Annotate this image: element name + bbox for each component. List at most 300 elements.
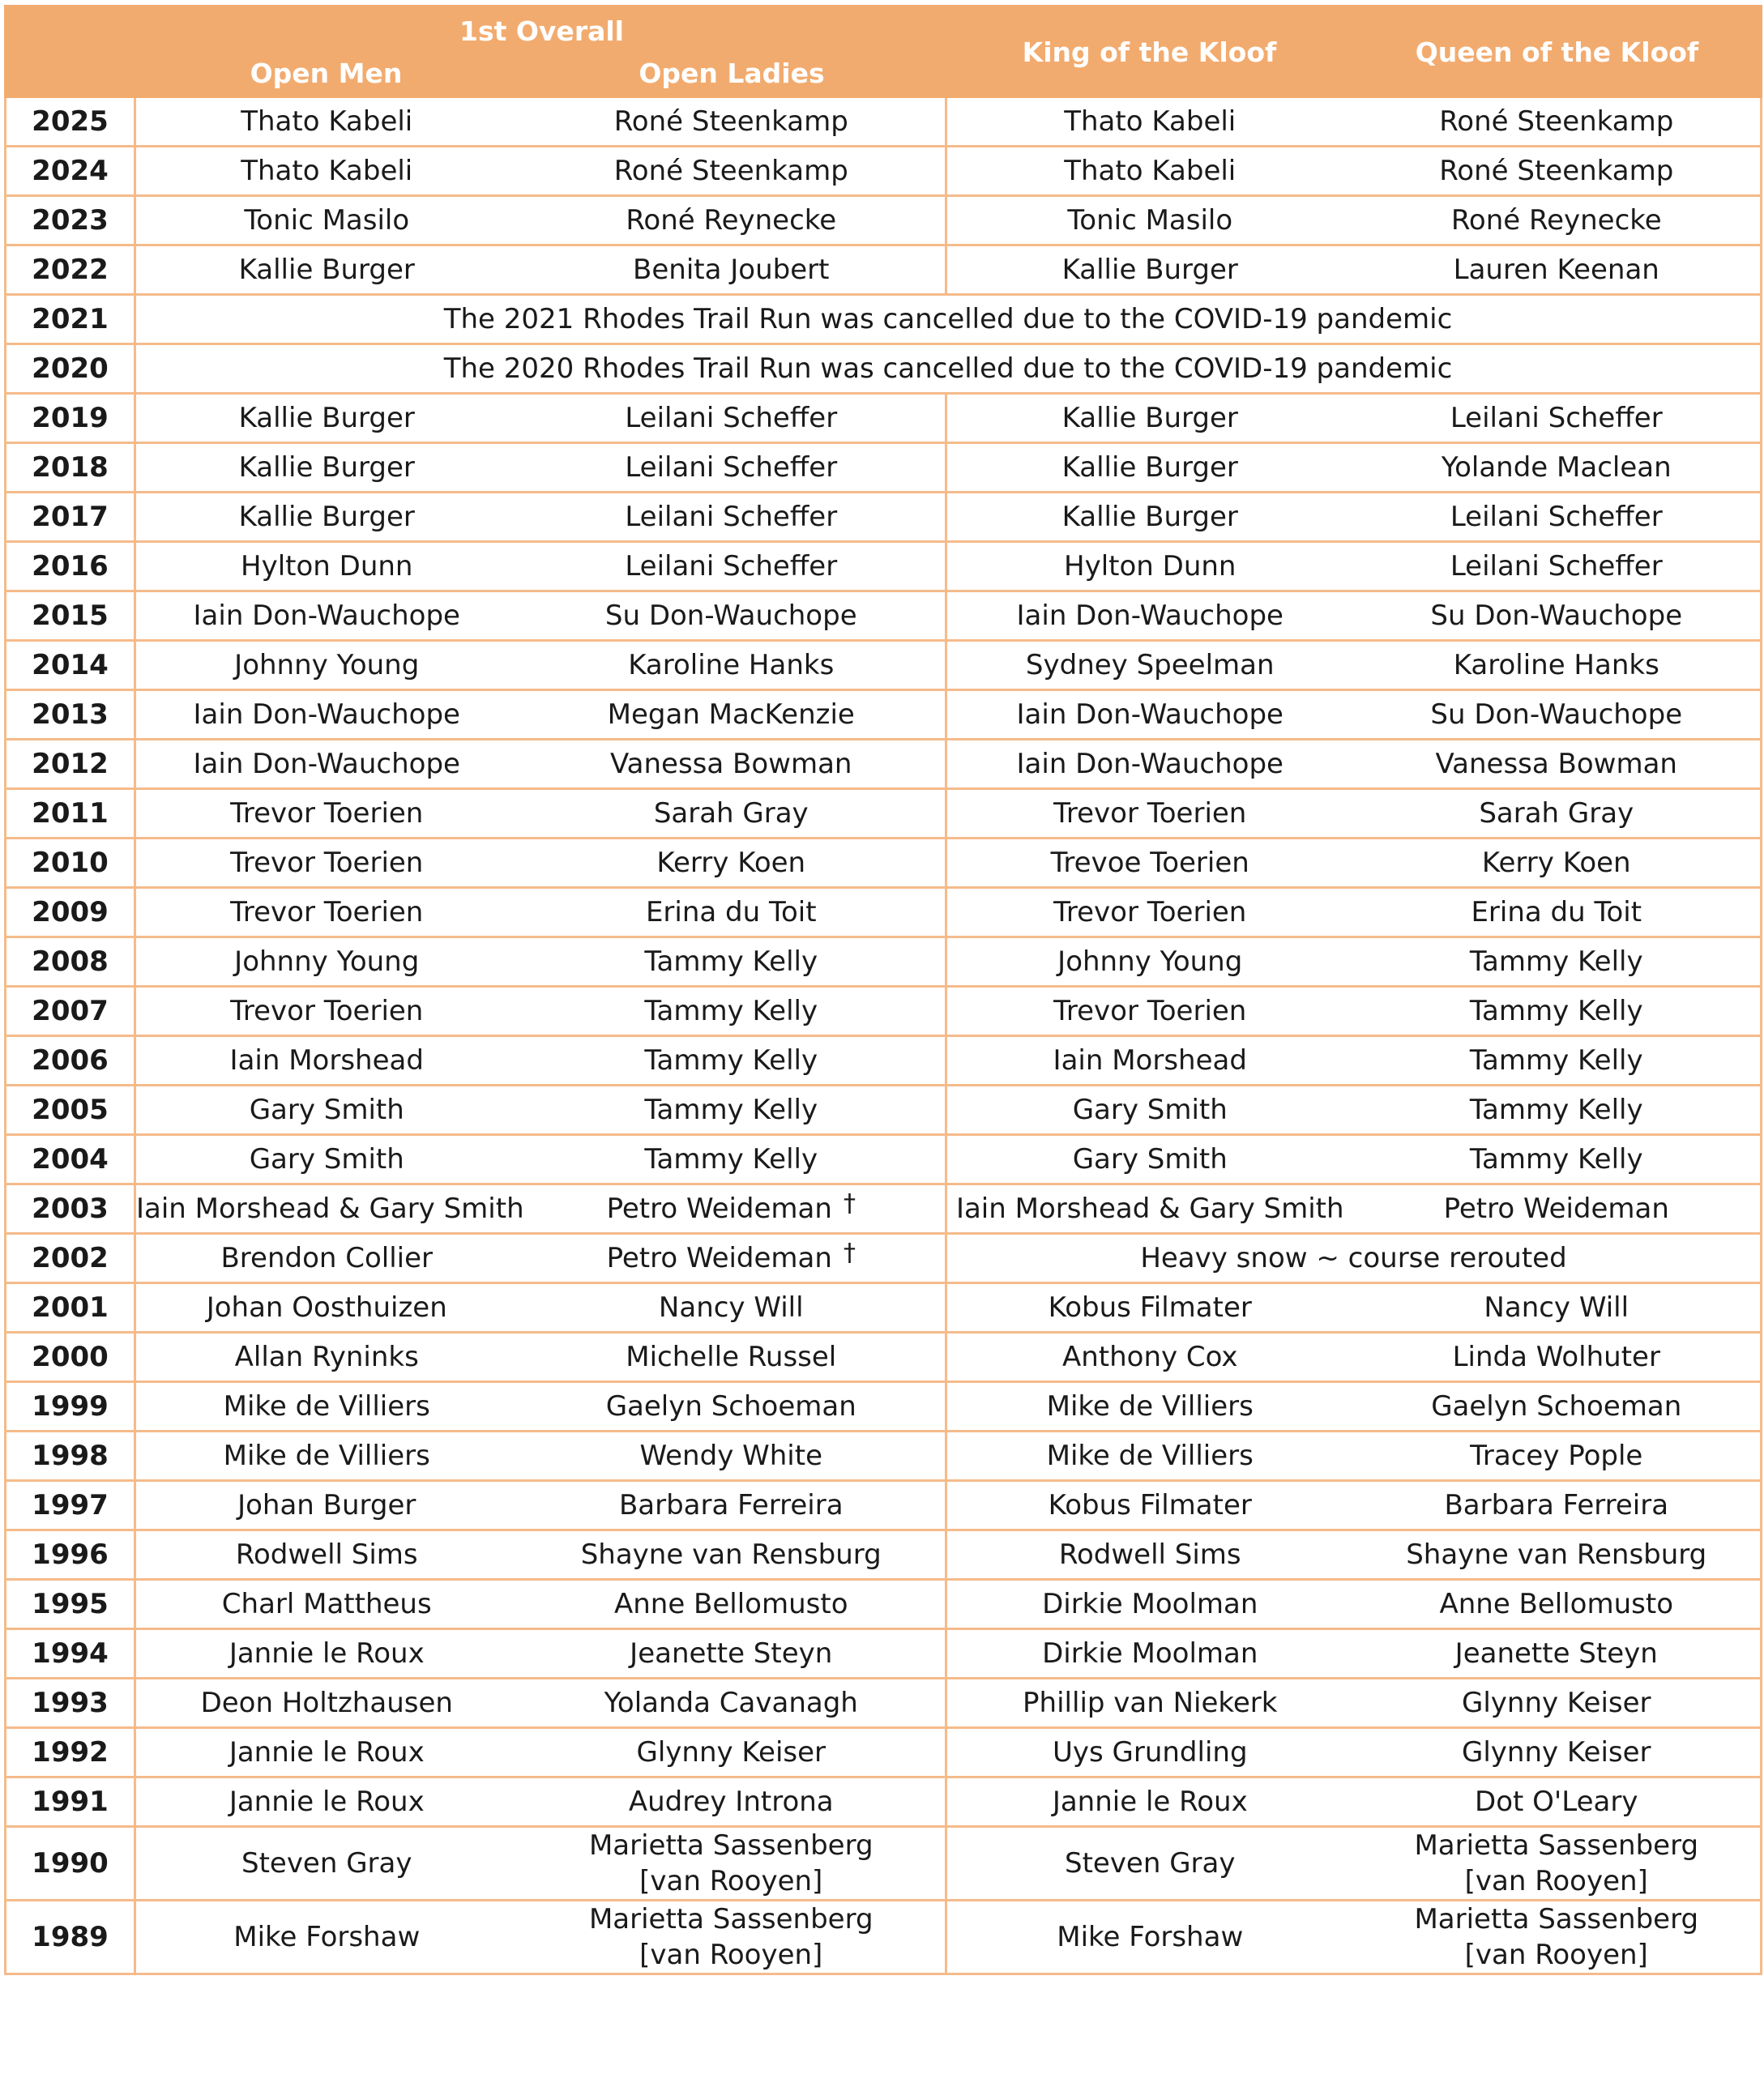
open-ladies-cell (518, 690, 946, 740)
open-ladies-name: Roné Steenkamp (613, 105, 848, 138)
year-cell: 2012 (6, 740, 135, 789)
queen-name-line2: [van Rooyen] (1464, 1939, 1648, 1971)
table-row (6, 1580, 1762, 1629)
open-ladies-cell (518, 1234, 946, 1283)
queen-cell (1353, 1135, 1762, 1184)
table-row (6, 1184, 1762, 1234)
king-cell: Tonic Masilo (946, 196, 1353, 245)
open-ladies-name: Audrey Introna (628, 1786, 834, 1818)
table-row (6, 1827, 1762, 1901)
king-cell: Kallie Burger (946, 443, 1353, 493)
dagger-mark: † (843, 1189, 856, 1218)
queen-name: Marietta Sassenberg (1414, 1903, 1699, 1935)
table-row (6, 1530, 1762, 1580)
table-row (6, 690, 1762, 740)
open-men-cell: Allan Ryninks (135, 1333, 518, 1382)
queen-name: Dot O'Leary (1475, 1786, 1638, 1818)
open-ladies-name: Marietta Sassenberg (588, 1829, 873, 1862)
queen-cell (1353, 1580, 1762, 1629)
open-ladies-cell (518, 394, 946, 443)
queen-name: Lauren Keenan (1453, 254, 1659, 286)
table-row (6, 937, 1762, 987)
year-cell: 1994 (6, 1629, 135, 1679)
king-cell: Trevor Toerien (946, 888, 1353, 937)
open-ladies-name: Tammy Kelly (644, 1094, 818, 1126)
open-men-cell: Trevor Toerien (135, 839, 518, 888)
queen-name: Tammy Kelly (1469, 945, 1643, 978)
queen-cell (1353, 888, 1762, 937)
open-ladies-cell (518, 542, 946, 591)
open-men-cell: Steven Gray (135, 1827, 518, 1901)
open-men-cell: Trevor Toerien (135, 987, 518, 1036)
open-ladies-cell (518, 493, 946, 542)
queen-name: Karoline Hanks (1453, 649, 1659, 681)
queen-cell (1353, 690, 1762, 740)
open-ladies-cell (518, 1827, 946, 1901)
king-cell: Dirkie Moolman (946, 1580, 1353, 1629)
open-ladies-name: Marietta Sassenberg (588, 1903, 873, 1935)
open-ladies-name: Jeanette Steyn (630, 1637, 833, 1670)
queen-name: Vanessa Bowman (1435, 748, 1677, 780)
queen-cell (1353, 1086, 1762, 1135)
queen-cell (1353, 443, 1762, 493)
open-ladies-cell (518, 245, 946, 295)
year-cell: 2018 (6, 443, 135, 493)
open-men-cell: Trevor Toerien (135, 789, 518, 839)
king-cell: Mike de Villiers (946, 1432, 1353, 1481)
queen-cell (1353, 1827, 1762, 1901)
open-men-cell: Thato Kabeli (135, 97, 518, 147)
king-cell: Thato Kabeli (946, 97, 1353, 147)
year-cell: 1993 (6, 1679, 135, 1728)
open-ladies-cell (518, 1283, 946, 1333)
open-men-cell: Brendon Collier (135, 1234, 518, 1283)
year-cell: 2007 (6, 987, 135, 1036)
open-ladies-cell (518, 1333, 946, 1382)
queen-cell (1353, 1283, 1762, 1333)
open-men-cell: Gary Smith (135, 1086, 518, 1135)
open-ladies-cell (518, 1530, 946, 1580)
year-cell: 1995 (6, 1580, 135, 1629)
open-ladies-name: Leilani Scheffer (625, 451, 838, 484)
open-ladies-name: Gaelyn Schoeman (605, 1390, 856, 1423)
year-cell: 1992 (6, 1728, 135, 1777)
open-ladies-name: Kerry Koen (656, 847, 806, 879)
year-cell: 1990 (6, 1827, 135, 1901)
queen-name: Su Don-Wauchope (1430, 600, 1683, 632)
king-cell: Phillip van Niekerk (946, 1679, 1353, 1728)
open-men-cell: Jannie le Roux (135, 1728, 518, 1777)
open-ladies-cell (518, 888, 946, 937)
header-open-men-label: Open Men (250, 58, 403, 89)
queen-name: Yolande Maclean (1441, 451, 1672, 484)
open-men-cell: Kallie Burger (135, 493, 518, 542)
king-cell: Sydney Speelman (946, 641, 1353, 690)
table-row (6, 1283, 1762, 1333)
table-row (6, 1481, 1762, 1530)
king-cell: Kallie Burger (946, 245, 1353, 295)
header-1st-overall-label: 1st Overall (459, 15, 624, 47)
table-row (6, 1086, 1762, 1135)
queen-name: Gaelyn Schoeman (1431, 1390, 1682, 1423)
open-ladies-name: Sarah Gray (653, 797, 809, 830)
table-row (6, 1234, 1762, 1283)
open-men-cell: Iain Morshead & Gary Smith (135, 1184, 518, 1234)
king-cell: Kobus Filmater (946, 1283, 1353, 1333)
king-cell: Jannie le Roux (946, 1777, 1353, 1827)
table-row (6, 641, 1762, 690)
year-cell: 2022 (6, 245, 135, 295)
open-men-cell: Kallie Burger (135, 394, 518, 443)
year-cell: 2006 (6, 1036, 135, 1086)
year-cell: 1997 (6, 1481, 135, 1530)
queen-name: Leilani Scheffer (1450, 550, 1663, 583)
open-ladies-name: Anne Bellomusto (613, 1588, 848, 1620)
king-cell: Mike Forshaw (946, 1901, 1353, 1974)
table-row (6, 493, 1762, 542)
header-row (6, 6, 1762, 97)
open-men-cell: Hylton Dunn (135, 542, 518, 591)
open-ladies-name-line2: [van Rooyen] (639, 1939, 823, 1971)
open-ladies-name: Tammy Kelly (644, 1044, 818, 1077)
queen-name: Sarah Gray (1479, 797, 1634, 830)
year-cell: 2016 (6, 542, 135, 591)
king-cell: Johnny Young (946, 937, 1353, 987)
table-row (6, 295, 1762, 344)
open-ladies-name: Roné Reynecke (626, 204, 837, 237)
open-ladies-name: Karoline Hanks (628, 649, 835, 681)
queen-name: Petro Weideman (1443, 1193, 1669, 1225)
open-ladies-name: Su Don-Wauchope (604, 600, 857, 632)
queen-cell (1353, 1901, 1762, 1974)
year-cell: 1998 (6, 1432, 135, 1481)
queen-cell (1353, 97, 1762, 147)
header-king (946, 6, 1353, 97)
year-cell: 2021 (6, 295, 135, 344)
queen-cell (1353, 1629, 1762, 1679)
open-men-cell: Johan Burger (135, 1481, 518, 1530)
queen-cell (1353, 1432, 1762, 1481)
open-ladies-cell (518, 147, 946, 196)
queen-cell (1353, 641, 1762, 690)
queen-name: Roné Reynecke (1450, 204, 1662, 237)
queen-cell (1353, 1679, 1762, 1728)
year-cell: 2005 (6, 1086, 135, 1135)
table-row (6, 1728, 1762, 1777)
table-row (6, 888, 1762, 937)
queen-cell (1353, 591, 1762, 641)
king-cell: Kallie Burger (946, 394, 1353, 443)
open-ladies-cell (518, 937, 946, 987)
table-row (6, 1432, 1762, 1481)
open-ladies-name: Tammy Kelly (644, 995, 818, 1027)
year-cell: 1996 (6, 1530, 135, 1580)
queen-cell (1353, 147, 1762, 196)
queen-name: Su Don-Wauchope (1430, 698, 1683, 731)
year-cell: 2009 (6, 888, 135, 937)
table-row (6, 542, 1762, 591)
open-men-cell: Iain Don-Wauchope (135, 690, 518, 740)
queen-name: Barbara Ferreira (1444, 1489, 1669, 1521)
queen-name: Shayne van Rensburg (1406, 1538, 1707, 1571)
results-sheet (4, 5, 1760, 2054)
queen-cell (1353, 1382, 1762, 1432)
open-men-cell: Iain Morshead (135, 1036, 518, 1086)
king-cell: Gary Smith (946, 1135, 1353, 1184)
open-ladies-cell (518, 789, 946, 839)
open-ladies-cell (518, 1184, 946, 1234)
queen-name: Tammy Kelly (1469, 1094, 1643, 1126)
queen-name: Nancy Will (1484, 1291, 1629, 1324)
open-ladies-cell (518, 1481, 946, 1530)
open-ladies-name: Erina du Toit (645, 896, 817, 928)
queen-name: Anne Bellomusto (1439, 1588, 1674, 1620)
open-ladies-cell (518, 443, 946, 493)
table-row (6, 443, 1762, 493)
open-ladies-cell (518, 641, 946, 690)
queen-cell (1353, 245, 1762, 295)
open-ladies-cell (518, 1728, 946, 1777)
open-ladies-name: Leilani Scheffer (625, 550, 838, 583)
dagger-mark: † (843, 1239, 856, 1267)
header-year (6, 6, 135, 97)
header-open-ladies-label: Open Ladies (639, 58, 825, 89)
open-ladies-name: Leilani Scheffer (625, 402, 838, 434)
open-ladies-name: Leilani Scheffer (625, 501, 838, 533)
open-ladies-cell (518, 987, 946, 1036)
open-men-cell: Charl Mattheus (135, 1580, 518, 1629)
queen-cell (1353, 1777, 1762, 1827)
open-ladies-name: Tammy Kelly (644, 945, 818, 978)
king-cell: Rodwell Sims (946, 1530, 1353, 1580)
year-cell: 2004 (6, 1135, 135, 1184)
table-row (6, 839, 1762, 888)
queen-name: Kerry Koen (1481, 847, 1631, 879)
header-open-ladies (459, 6, 946, 97)
queen-cell (1353, 1481, 1762, 1530)
year-cell: 2025 (6, 97, 135, 147)
table-row (6, 987, 1762, 1036)
open-men-cell: Iain Don-Wauchope (135, 740, 518, 789)
table-row (6, 740, 1762, 789)
king-cell: Steven Gray (946, 1827, 1353, 1901)
queen-cell (1353, 1728, 1762, 1777)
queen-name: Jeanette Steyn (1454, 1637, 1658, 1670)
open-ladies-name: Nancy Will (658, 1291, 804, 1324)
table-row (6, 245, 1762, 295)
year-cell: 2024 (6, 147, 135, 196)
king-cell: Mike de Villiers (946, 1382, 1353, 1432)
king-cell: Iain Morshead & Gary Smith (946, 1184, 1353, 1234)
year-cell: 2000 (6, 1333, 135, 1382)
open-men-cell: Johan Oosthuizen (135, 1283, 518, 1333)
king-cell: Dirkie Moolman (946, 1629, 1353, 1679)
year-cell: 2020 (6, 344, 135, 394)
king-cell: Kallie Burger (946, 493, 1353, 542)
year-cell: 2014 (6, 641, 135, 690)
year-cell: 2003 (6, 1184, 135, 1234)
queen-cell (1353, 493, 1762, 542)
open-ladies-cell (518, 1679, 946, 1728)
queen-name: Marietta Sassenberg (1414, 1829, 1699, 1862)
year-cell: 2017 (6, 493, 135, 542)
open-ladies-name: Petro Weideman (606, 1242, 832, 1274)
open-men-cell: Trevor Toerien (135, 888, 518, 937)
table-row (6, 344, 1762, 394)
open-men-cell: Jannie le Roux (135, 1629, 518, 1679)
queen-cell (1353, 937, 1762, 987)
year-cell: 2023 (6, 196, 135, 245)
open-ladies-name: Wendy White (639, 1440, 822, 1472)
open-ladies-cell (518, 1382, 946, 1432)
king-cell: Iain Don-Wauchope (946, 690, 1353, 740)
king-cell: Trevor Toerien (946, 789, 1353, 839)
queen-name: Erina du Toit (1471, 896, 1642, 928)
open-men-cell: Gary Smith (135, 1135, 518, 1184)
results-body (6, 97, 1762, 1974)
king-cell: Thato Kabeli (946, 147, 1353, 196)
king-cell: Hylton Dunn (946, 542, 1353, 591)
open-ladies-cell (518, 1135, 946, 1184)
header-queen (1353, 6, 1762, 97)
queen-cell (1353, 1333, 1762, 1382)
open-men-cell: Johnny Young (135, 937, 518, 987)
open-ladies-cell (518, 1086, 946, 1135)
open-ladies-name: Shayne van Rensburg (580, 1538, 882, 1571)
year-cell: 2010 (6, 839, 135, 888)
year-cell: 2019 (6, 394, 135, 443)
king-cell: Uys Grundling (946, 1728, 1353, 1777)
table-row (6, 1629, 1762, 1679)
header-king-label: King of the Kloof (1022, 36, 1277, 68)
queen-name: Linda Wolhuter (1452, 1341, 1660, 1373)
open-men-cell: Rodwell Sims (135, 1530, 518, 1580)
open-ladies-name: Barbara Ferreira (618, 1489, 844, 1521)
king-cell: Iain Don-Wauchope (946, 740, 1353, 789)
year-cell: 2015 (6, 591, 135, 641)
open-ladies-cell (518, 1901, 946, 1974)
table-row (6, 147, 1762, 196)
table-row (6, 1036, 1762, 1086)
open-ladies-cell (518, 839, 946, 888)
open-men-cell: Deon Holtzhausen (135, 1679, 518, 1728)
open-men-cell: Iain Don-Wauchope (135, 591, 518, 641)
open-ladies-name-line2: [van Rooyen] (639, 1865, 823, 1897)
open-ladies-name: Michelle Russel (626, 1341, 837, 1373)
open-ladies-cell (518, 1036, 946, 1086)
queen-cell (1353, 542, 1762, 591)
year-cell: 2008 (6, 937, 135, 987)
king-cell: Kobus Filmater (946, 1481, 1353, 1530)
queen-name: Leilani Scheffer (1450, 402, 1663, 434)
king-queen-note: Heavy snow ~ course rerouted (946, 1234, 1762, 1283)
open-men-cell: Thato Kabeli (135, 147, 518, 196)
queen-name: Tammy Kelly (1469, 1044, 1643, 1077)
open-ladies-cell (518, 591, 946, 641)
open-ladies-cell (518, 1777, 946, 1827)
open-ladies-name: Megan MacKenzie (607, 698, 855, 731)
open-ladies-cell (518, 1580, 946, 1629)
open-ladies-name: Tammy Kelly (644, 1143, 818, 1176)
table-row (6, 196, 1762, 245)
year-cell: 2013 (6, 690, 135, 740)
open-men-cell: Jannie le Roux (135, 1777, 518, 1827)
king-cell: Iain Don-Wauchope (946, 591, 1353, 641)
table-row (6, 1901, 1762, 1974)
open-ladies-cell (518, 1432, 946, 1481)
queen-cell (1353, 1184, 1762, 1234)
year-cell: 2011 (6, 789, 135, 839)
queen-name: Tracey Pople (1470, 1440, 1643, 1472)
year-cell: 1991 (6, 1777, 135, 1827)
year-cell: 2002 (6, 1234, 135, 1283)
open-ladies-cell (518, 740, 946, 789)
king-cell: Iain Morshead (946, 1036, 1353, 1086)
open-men-cell: Tonic Masilo (135, 196, 518, 245)
queen-cell (1353, 987, 1762, 1036)
cancellation-note: The 2021 Rhodes Trail Run was cancelled due to the COVID-19 pandemic (135, 295, 1762, 344)
king-cell: Trevor Toerien (946, 987, 1353, 1036)
year-cell: 1989 (6, 1901, 135, 1974)
table-row (6, 1135, 1762, 1184)
open-men-cell: Mike de Villiers (135, 1432, 518, 1481)
table-row (6, 591, 1762, 641)
open-ladies-name: Glynny Keiser (636, 1736, 826, 1769)
king-cell: Anthony Cox (946, 1333, 1353, 1382)
open-ladies-name: Petro Weideman (606, 1193, 832, 1225)
year-cell: 2001 (6, 1283, 135, 1333)
open-men-cell: Mike de Villiers (135, 1382, 518, 1432)
table-row (6, 97, 1762, 147)
queen-name: Roné Steenkamp (1439, 105, 1674, 138)
king-cell: Trevoe Toerien (946, 839, 1353, 888)
year-cell: 1999 (6, 1382, 135, 1432)
open-ladies-cell (518, 1629, 946, 1679)
header-queen-label: Queen of the Kloof (1415, 36, 1699, 68)
open-men-cell: Kallie Burger (135, 443, 518, 493)
queen-name: Glynny Keiser (1461, 1736, 1651, 1769)
queen-name-line2: [van Rooyen] (1464, 1865, 1648, 1897)
open-ladies-name: Vanessa Bowman (610, 748, 852, 780)
queen-name: Tammy Kelly (1469, 1143, 1643, 1176)
open-men-cell: Kallie Burger (135, 245, 518, 295)
queen-cell (1353, 1036, 1762, 1086)
queen-name: Glynny Keiser (1461, 1687, 1651, 1719)
table-row (6, 1333, 1762, 1382)
queen-cell (1353, 839, 1762, 888)
queen-cell (1353, 196, 1762, 245)
open-ladies-cell (518, 97, 946, 147)
table-row (6, 394, 1762, 443)
queen-cell (1353, 740, 1762, 789)
queen-cell (1353, 394, 1762, 443)
open-ladies-cell (518, 196, 946, 245)
open-men-cell: Johnny Young (135, 641, 518, 690)
queen-cell (1353, 789, 1762, 839)
table-row (6, 1777, 1762, 1827)
cancellation-note: The 2020 Rhodes Trail Run was cancelled due to the COVID-19 pandemic (135, 344, 1762, 394)
table-row (6, 1679, 1762, 1728)
queen-name: Roné Steenkamp (1439, 155, 1674, 187)
results-table (4, 5, 1762, 1975)
open-ladies-name: Yolanda Cavanagh (604, 1687, 858, 1719)
queen-name: Tammy Kelly (1469, 995, 1643, 1027)
open-ladies-name: Roné Steenkamp (613, 155, 848, 187)
queen-cell (1353, 1530, 1762, 1580)
table-row (6, 789, 1762, 839)
open-ladies-name: Benita Joubert (633, 254, 830, 286)
open-men-cell: Mike Forshaw (135, 1901, 518, 1974)
